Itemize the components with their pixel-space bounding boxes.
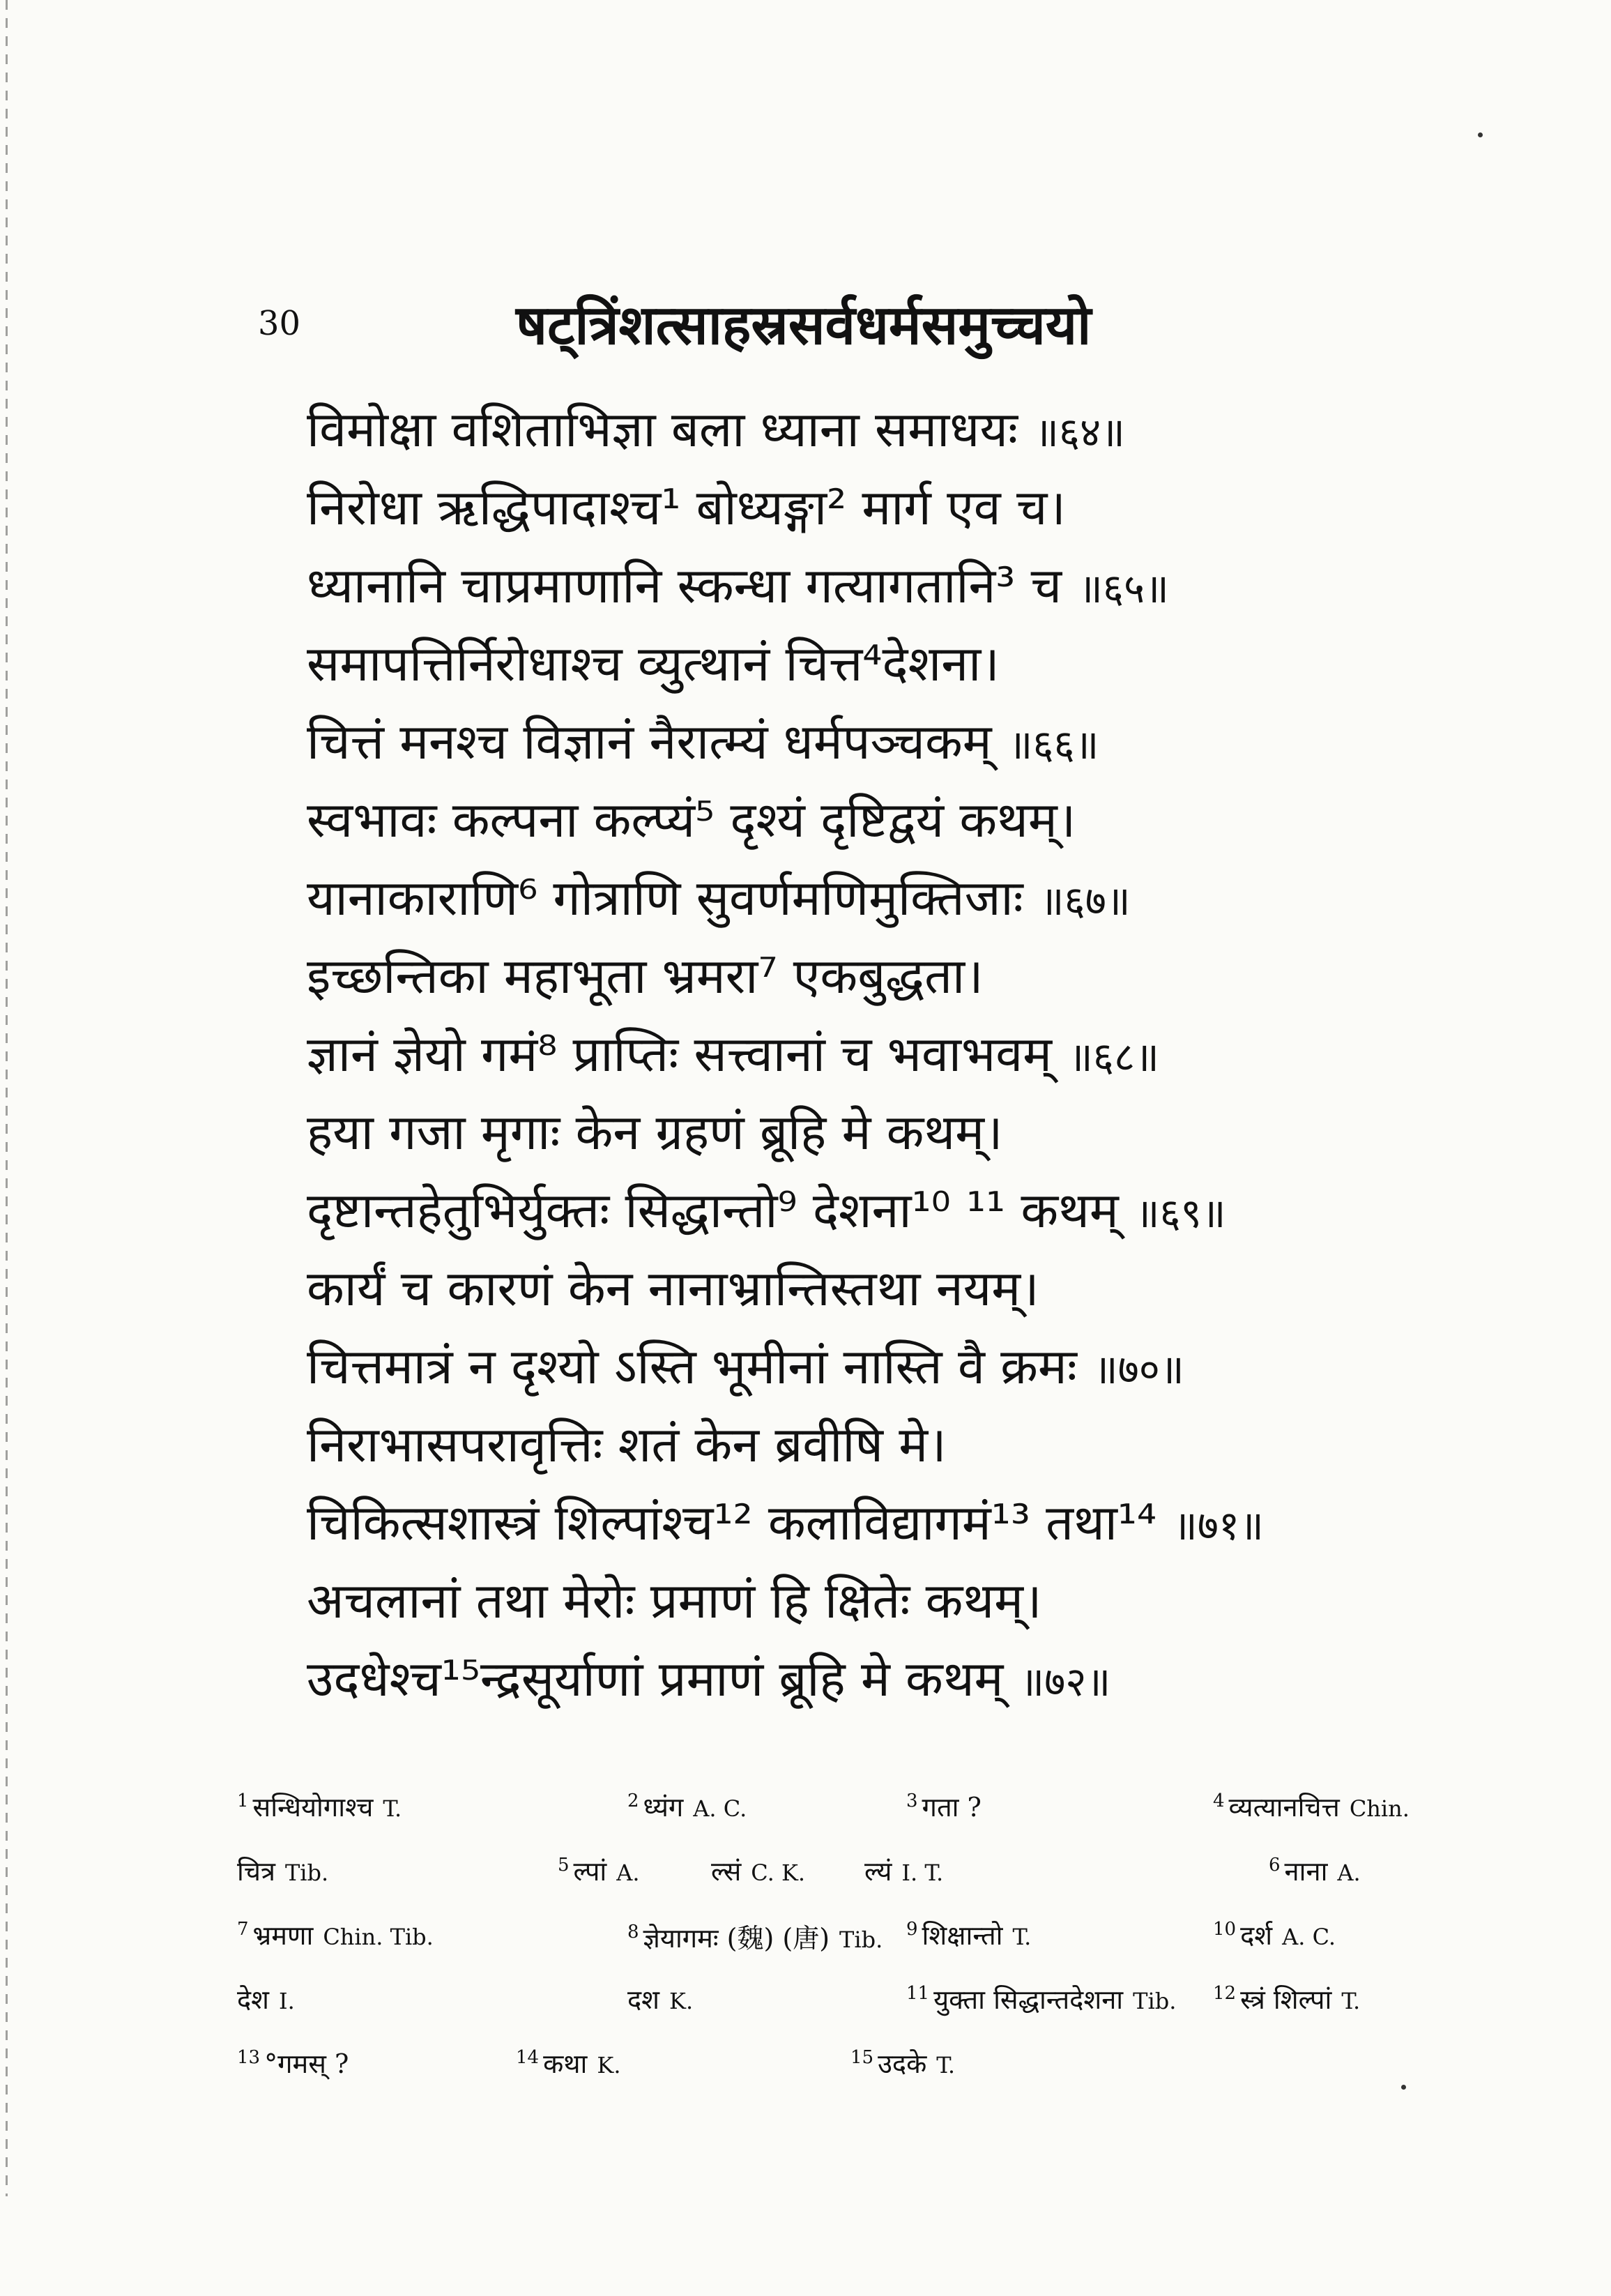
verse-line bbox=[307, 703, 1492, 781]
footnote-source: T. bbox=[383, 1795, 402, 1822]
footnote bbox=[237, 1853, 328, 1889]
verse-number: ॥७०॥ bbox=[1093, 1346, 1184, 1393]
footnote-source: C. K. bbox=[751, 1860, 806, 1886]
verse-line bbox=[307, 1406, 1492, 1484]
verse-line bbox=[307, 547, 1492, 625]
footnotes bbox=[237, 1788, 1422, 2109]
page-edge-shadow bbox=[6, 0, 8, 2196]
footnote-source: Chin. bbox=[1349, 1795, 1410, 1822]
footnote-reading: स्त्रं शिल्पां bbox=[1240, 1984, 1332, 2015]
footnote-source: Tib. bbox=[284, 1860, 329, 1886]
verse-number: ॥७२॥ bbox=[1020, 1658, 1111, 1705]
footnote-source: K. bbox=[669, 1988, 694, 2014]
footnote-number: 7 bbox=[237, 1919, 249, 1940]
footnote bbox=[906, 1788, 982, 1825]
verse-text: इच्छन्तिका महाभूता भ्रमरा⁷ एकबुद्धता। bbox=[307, 948, 984, 1005]
footnote bbox=[906, 1917, 1031, 1953]
footnote-source: Tib. bbox=[839, 1926, 883, 1953]
footnote bbox=[516, 2045, 620, 2081]
verse-number: ॥७१॥ bbox=[1173, 1502, 1264, 1549]
footnote-reading: सन्धियोगाश्च bbox=[252, 1792, 374, 1823]
verse-line bbox=[307, 781, 1492, 859]
verse-text: समापत्तिर्निरोधाश्च व्युत्थानं चित्त⁴देशना। bbox=[307, 635, 1000, 692]
footnote-source: A. bbox=[616, 1860, 640, 1886]
footnote-source: A. C. bbox=[1282, 1924, 1336, 1950]
footnote-reading: नाना bbox=[1284, 1856, 1328, 1887]
verse-line bbox=[307, 1640, 1492, 1718]
verse-text: निरोधा ऋद्धिपादाश्च¹ बोध्यङ्गा² मार्ग एव च। bbox=[307, 479, 1066, 536]
verse-number: ॥६९॥ bbox=[1135, 1189, 1226, 1237]
footnote-number: 6 bbox=[1269, 1855, 1281, 1876]
footnote bbox=[627, 1917, 883, 1956]
verse-line bbox=[307, 1249, 1492, 1328]
footnote-number: 12 bbox=[1213, 1983, 1237, 2005]
verse-text: निराभासपरावृत्तिः शतं केन ब्रवीषि मे। bbox=[307, 1416, 947, 1473]
footnote-number: 13 bbox=[237, 2047, 261, 2069]
verse-text: चित्तमात्रं न दृश्यो ऽस्ति भूमीनां नास्ति वै क्रमः bbox=[307, 1338, 1077, 1395]
footnote-source: I. T. bbox=[901, 1860, 944, 1886]
verse-number: ॥६८॥ bbox=[1069, 1033, 1159, 1081]
footnote-number: 1 bbox=[237, 1791, 249, 1812]
footnote-reading: गता ? bbox=[922, 1792, 982, 1823]
verse-number: ॥६५॥ bbox=[1078, 565, 1169, 612]
footnote bbox=[906, 1981, 1176, 2017]
verse-number: ॥६७॥ bbox=[1039, 877, 1131, 925]
footnote-number: 9 bbox=[906, 1919, 918, 1940]
verse-text: चिकित्सशास्त्रं शिल्पांश्च¹² कलाविद्यागमं¹³ तथा¹⁴ bbox=[307, 1494, 1157, 1551]
print-speck bbox=[1478, 132, 1483, 137]
verse-line bbox=[307, 1171, 1492, 1249]
footnote-number: 5 bbox=[558, 1855, 570, 1876]
verse-line bbox=[307, 469, 1492, 547]
footnote-row bbox=[237, 1853, 1422, 1917]
verse-text: ध्यानानि चाप्रमाणानि स्कन्धा गत्यागतानि³ च bbox=[307, 557, 1062, 614]
verse-line bbox=[307, 1093, 1492, 1171]
footnote-number: 15 bbox=[850, 2047, 874, 2069]
footnote bbox=[237, 2045, 349, 2081]
verse-line bbox=[307, 937, 1492, 1015]
verse-line bbox=[307, 390, 1492, 469]
verse-block bbox=[307, 390, 1492, 1718]
footnote-reading: ल्पां bbox=[573, 1856, 607, 1887]
verse-line bbox=[307, 1015, 1492, 1093]
footnote bbox=[627, 1788, 747, 1825]
verse-text: चित्तं मनश्च विज्ञानं नैरात्म्यं धर्मपञ्चकम् bbox=[307, 713, 992, 770]
footnote-reading: उदके bbox=[878, 2048, 927, 2079]
footnote bbox=[237, 1917, 434, 1953]
footnote-source: T. bbox=[1341, 1988, 1361, 2014]
verse-text: हया गजा मृगाः केन ग्रहणं ब्रूहि मे कथम्। bbox=[307, 1104, 1003, 1161]
verse-text: विमोक्षा वशिताभिज्ञा बला ध्याना समाधयः bbox=[307, 401, 1018, 458]
footnote bbox=[558, 1853, 640, 1889]
verse-text: कार्यं च कारणं केन नानाभ्रान्तिस्तथा नयम्। bbox=[307, 1260, 1039, 1317]
verse-line bbox=[307, 625, 1492, 703]
verse-text: यानाकाराणि⁶ गोत्राणि सुवर्णमणिमुक्तिजाः bbox=[307, 869, 1023, 927]
running-title: षट्त्रिंशत्साहस्रसर्वधर्मसमुच्चयो bbox=[516, 294, 1092, 357]
footnote-reading: ल्यं bbox=[864, 1856, 892, 1887]
footnote-reading: दश bbox=[627, 1984, 660, 2015]
footnote bbox=[1269, 1853, 1361, 1889]
verse-line bbox=[307, 859, 1492, 937]
footnote-source: I. bbox=[279, 1988, 295, 2014]
footnote-number: 4 bbox=[1213, 1791, 1225, 1812]
verse-number: ॥६४॥ bbox=[1034, 409, 1125, 456]
verse-text: दृष्टान्तहेतुभिर्युक्तः सिद्धान्तो⁹ देशना¹⁰ ¹¹ कथम् bbox=[307, 1182, 1119, 1239]
footnote bbox=[1213, 1981, 1360, 2017]
verse-line bbox=[307, 1484, 1492, 1562]
footnote-number: 14 bbox=[516, 2047, 540, 2069]
footnote-source: K. bbox=[597, 2052, 621, 2078]
verse-line bbox=[307, 1328, 1492, 1406]
footnote-reading: चित्र bbox=[237, 1856, 275, 1887]
footnote-row bbox=[237, 2045, 1422, 2109]
footnote-source: T. bbox=[1012, 1924, 1032, 1950]
verse-text: स्वभावः कल्पना कल्प्यं⁵ दृश्यं दृष्टिद्वयं कथम्। bbox=[307, 791, 1076, 849]
footnote-reading: ध्यंग bbox=[643, 1792, 684, 1823]
footnote-number: 11 bbox=[906, 1983, 930, 2005]
verse-text: अचलानां तथा मेरोः प्रमाणं हि क्षितेः कथम्। bbox=[307, 1572, 1042, 1629]
footnote bbox=[627, 1981, 693, 2017]
footnote-reading: भ्रमणा bbox=[252, 1920, 314, 1951]
footnote-source: Tib. bbox=[1133, 1988, 1177, 2014]
verse-number: ॥६६॥ bbox=[1008, 721, 1099, 768]
page-header bbox=[244, 286, 1429, 370]
footnote-reading: ल्सं bbox=[711, 1856, 742, 1887]
footnote-reading: युक्ता सिद्धान्तदेशना bbox=[933, 1984, 1124, 2015]
footnote-reading: °गमस् ? bbox=[264, 2048, 349, 2079]
verse-text: उदधेश्च¹⁵न्द्रसूर्याणां प्रमाणं ब्रूहि मे कथम् bbox=[307, 1650, 1004, 1708]
footnote-row bbox=[237, 1981, 1422, 2045]
footnote bbox=[711, 1853, 805, 1889]
footnote-number: 8 bbox=[627, 1922, 639, 1943]
footnote-number: 3 bbox=[906, 1791, 918, 1812]
footnote-row bbox=[237, 1917, 1422, 1981]
footnote-source: Chin. Tib. bbox=[323, 1924, 434, 1950]
verse-line bbox=[307, 1562, 1492, 1640]
footnote bbox=[850, 2045, 955, 2081]
footnote bbox=[1213, 1788, 1410, 1825]
verse-text: ज्ञानं ज्ञेयो गमं⁸ प्राप्तिः सत्त्वानां च भवाभवम् bbox=[307, 1026, 1053, 1083]
footnote-number: 10 bbox=[1213, 1919, 1237, 1940]
footnote-reading: दर्श bbox=[1240, 1920, 1273, 1951]
footnote bbox=[1213, 1917, 1336, 1953]
footnote-source: T. bbox=[936, 2052, 956, 2078]
footnote bbox=[237, 1788, 402, 1825]
footnote bbox=[237, 1981, 295, 2017]
footnote-reading: देश bbox=[237, 1984, 270, 2015]
footnote-reading: व्यत्यानचित्त bbox=[1228, 1792, 1340, 1823]
footnote bbox=[864, 1853, 943, 1889]
footnote-reading: कथा bbox=[543, 2048, 588, 2079]
page-number: 30 bbox=[258, 304, 301, 343]
footnote-source: A. bbox=[1337, 1860, 1361, 1886]
footnote-reading: शिक्षान्तो bbox=[922, 1920, 1003, 1951]
footnote-source: A. C. bbox=[693, 1795, 747, 1822]
footnote-row bbox=[237, 1788, 1422, 1853]
footnote-reading: ज्ञेयागमः (魏) (唐) bbox=[643, 1923, 830, 1954]
footnote-number: 2 bbox=[627, 1791, 639, 1812]
